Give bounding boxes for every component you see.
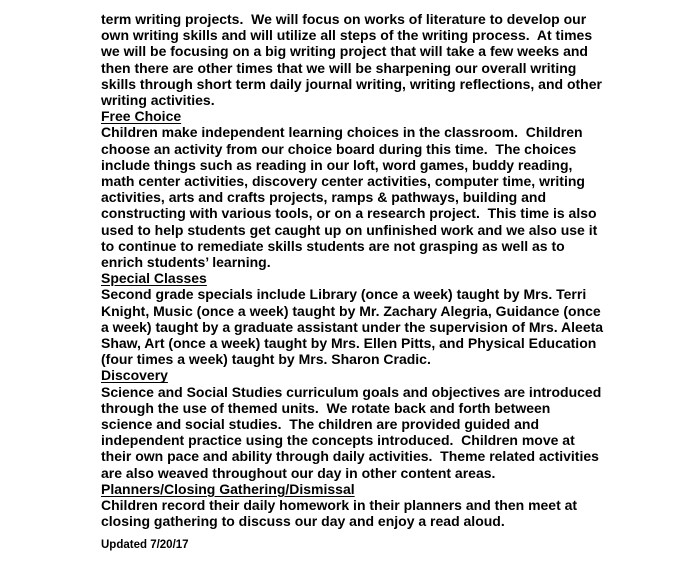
- text-line: choose an activity from our choice board during this time. The choices: [101, 140, 577, 157]
- updated-date: Updated 7/20/17: [101, 538, 189, 551]
- section-heading: Special Classes: [101, 270, 207, 287]
- text-line: term writing projects. We will focus on works of literature to develop our: [101, 11, 587, 27]
- text-line: skills through short term daily journal writing, writing reflections, and other: [101, 75, 602, 92]
- text-line: used to help students get caught up on unfinished work and we also use it: [101, 221, 598, 238]
- text-line: constructing with various tools, or on a research project. This time is also: [101, 205, 597, 222]
- text-line: Second grade specials include Library (once a week) taught by Mrs. Terri: [101, 286, 587, 303]
- text-line: own writing skills and will utilize all steps of the writing process. At times: [101, 27, 593, 44]
- document-body: [101, 11, 641, 552]
- text-line: Children make independent learning choices in the classroom. Children: [101, 124, 583, 141]
- text-line: Children record their daily homework in their planners and then meet at: [101, 497, 578, 514]
- section-heading: Discovery: [101, 367, 168, 384]
- text-line: activities, arts and crafts projects, ramps & pathways, building and: [101, 189, 547, 206]
- text-line: to continue to remediate skills students are not grasping as well as to: [101, 237, 565, 254]
- text-line: are also weaved throughout our day in other content areas.: [101, 464, 496, 481]
- text-line: science and social studies. The children are provided guided and: [101, 416, 540, 433]
- text-line: Shaw, Art (once a week) taught by Mrs. Ellen Pitts, and Physical Education: [101, 335, 597, 352]
- text-line: a week) taught by a graduate assistant under the supervision of Mrs. Aleeta: [101, 318, 604, 335]
- text-line: math center activities, discovery center activities, computer time, writing: [101, 173, 585, 190]
- text-line: Science and Social Studies curriculum goals and objectives are introduced: [101, 383, 602, 400]
- text-line: then there are other times that we will be sharpening our overall writing: [101, 59, 577, 76]
- text-line: (four times a week) taught by Mrs. Sharon Cradic.: [101, 351, 431, 368]
- section-heading: Planners/Closing Gathering/Dismissal: [101, 480, 355, 497]
- text-line: independent practice using the concepts introduced. Children move at: [101, 432, 575, 449]
- section-heading: Free Choice: [101, 108, 182, 125]
- text-line: include things such as reading in our loft, word games, buddy reading,: [101, 156, 573, 173]
- text-line: enrich students’ learning.: [101, 254, 271, 271]
- text-line: their own pace and ability through daily activities. Theme related activities: [101, 448, 599, 465]
- text-line: closing gathering to discuss our day and enjoy a read aloud.: [101, 513, 505, 530]
- text-line: through the use of themed units. We rotate back and forth between: [101, 399, 551, 416]
- text-line: writing activities.: [101, 92, 215, 109]
- text-line: Knight, Music (once a week) taught by Mr. Zachary Alegria, Guidance (once: [101, 302, 601, 319]
- text-line: we will be focusing on a big writing project that will take a few weeks and: [101, 43, 588, 60]
